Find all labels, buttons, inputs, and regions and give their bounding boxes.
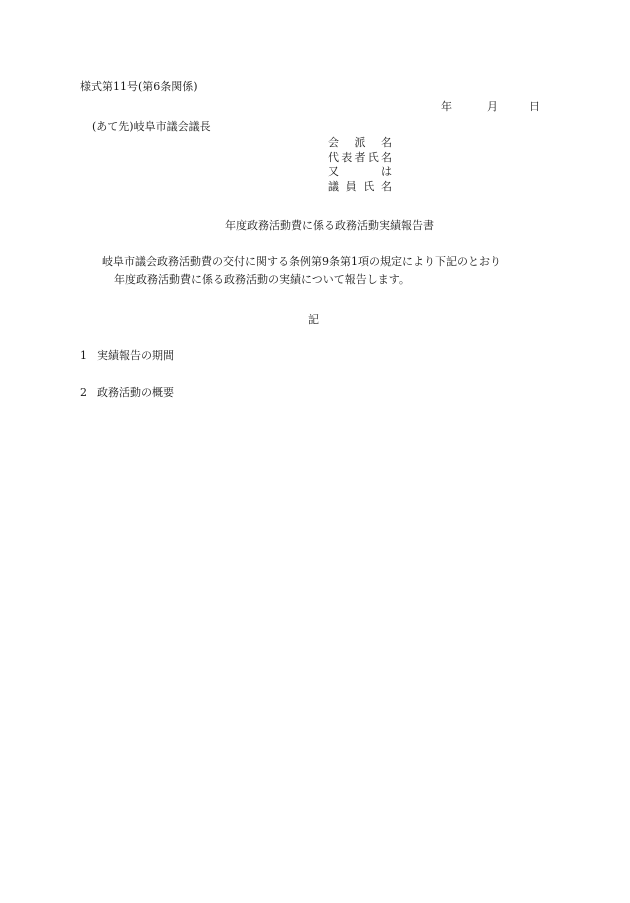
- item-label: 実績報告の期間: [97, 349, 174, 362]
- form-number: 様式第11号(第6条関係): [80, 80, 198, 93]
- signature-row-faction: 会 派 名: [328, 136, 392, 149]
- ki-heading: 記: [308, 313, 319, 326]
- date-day: 日: [529, 100, 540, 113]
- item-number: 1: [80, 349, 87, 362]
- item-number: 2: [80, 386, 87, 399]
- list-item: [80, 349, 174, 363]
- list-item: [80, 386, 174, 400]
- report-title: 年度政務活動費に係る政務活動実績報告書: [225, 219, 434, 232]
- signature-row-representative: 代 表 者 氏 名: [328, 151, 392, 164]
- body-text-line-1: 岐阜市議会政務活動費の交付に関する条例第9条第1項の規定により下記のとおり: [102, 255, 501, 268]
- body-text-line-2: 年度政務活動費に係る政務活動の実績について報告します。: [114, 273, 410, 286]
- signature-row-or: 又 は: [328, 165, 392, 178]
- date-year: 年: [441, 100, 452, 113]
- signature-row-member: 議 員 氏 名: [328, 180, 392, 193]
- addressee: (あて先)岐阜市議会議長: [92, 120, 211, 133]
- date-line: [441, 100, 540, 114]
- item-label: 政務活動の概要: [97, 386, 174, 399]
- date-month: 月: [487, 100, 498, 113]
